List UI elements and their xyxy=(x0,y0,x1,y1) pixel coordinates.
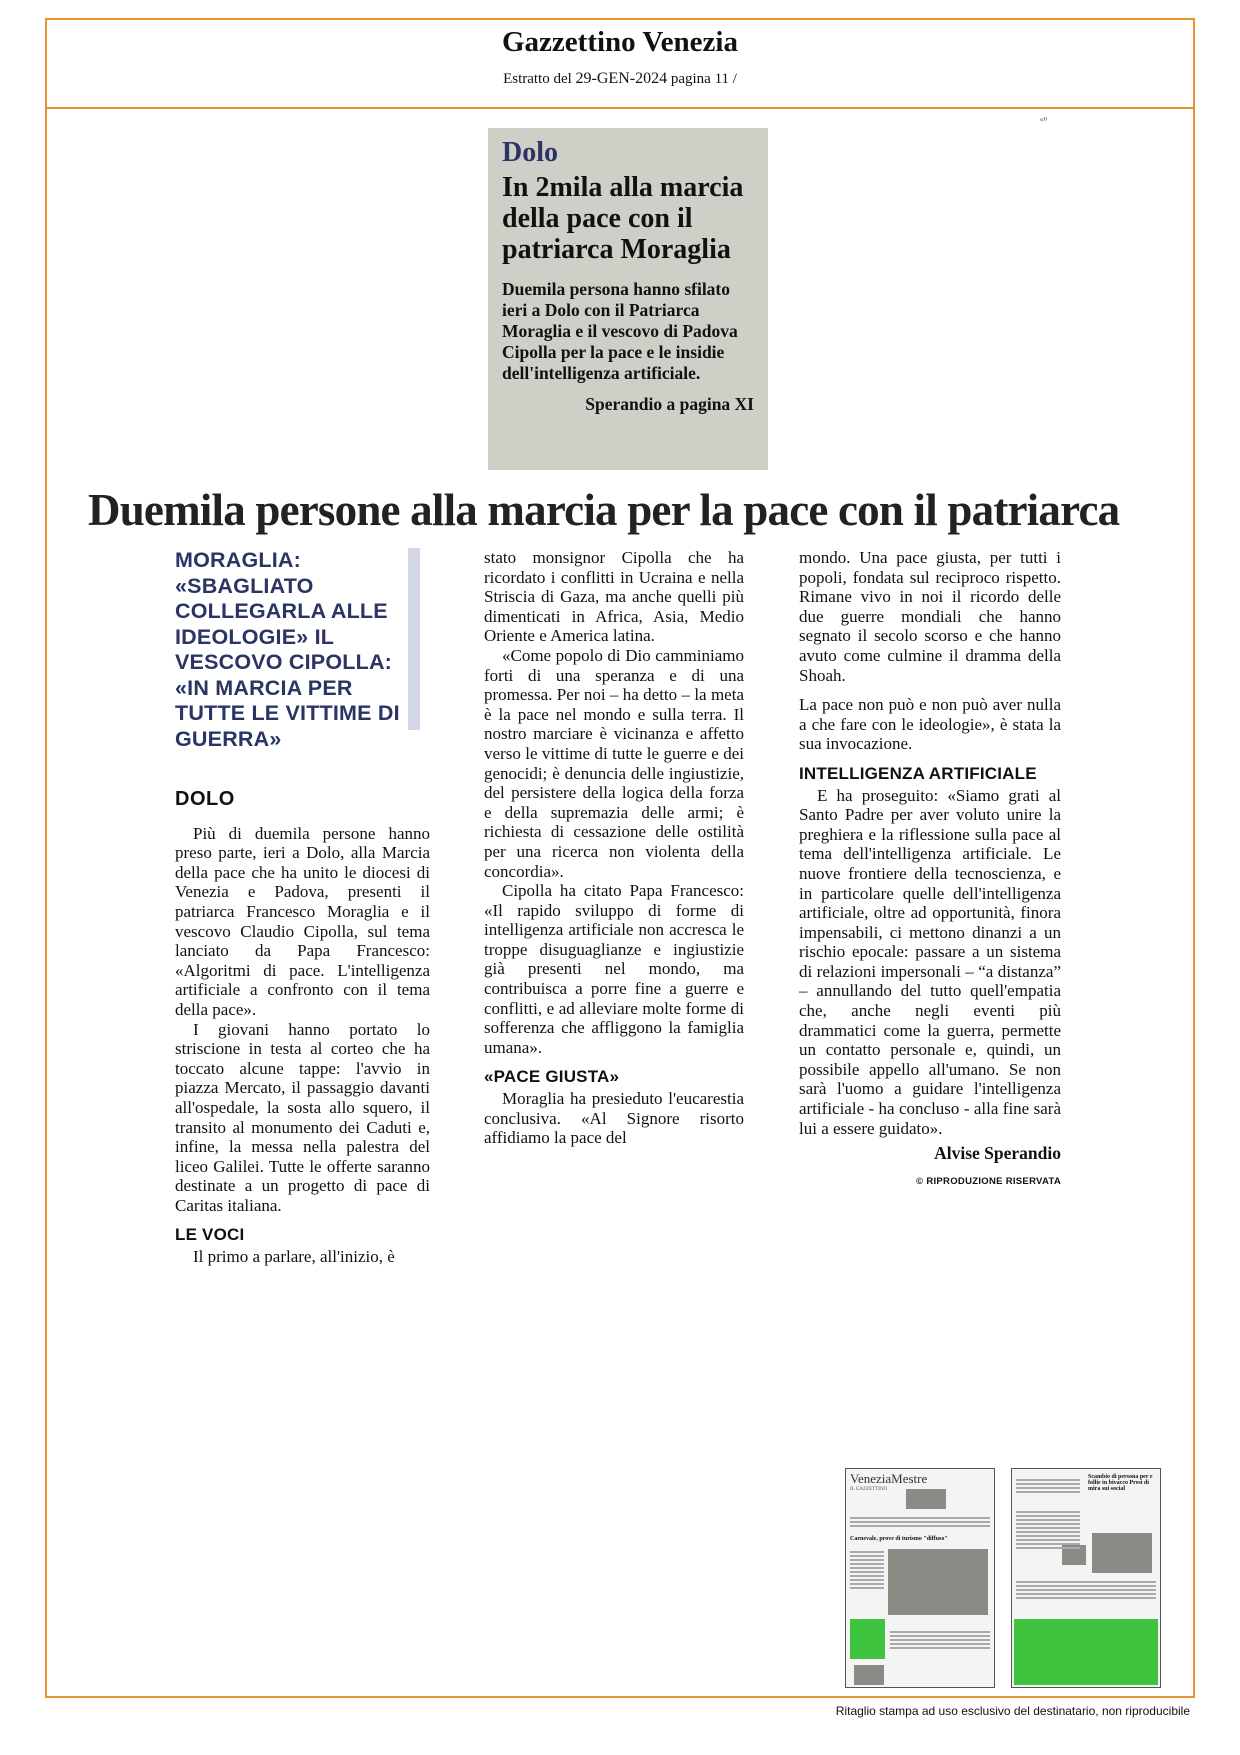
extract-info xyxy=(47,70,1193,88)
extract-date: 29-GEN-2024 xyxy=(575,70,668,87)
article-column-3 xyxy=(799,548,1061,1191)
article-headline: Duemila persone alla marcia per la pace con il patriarca xyxy=(88,485,1120,535)
thumbnail-text-lines xyxy=(850,1549,884,1591)
teaser-summary: Duemila persona hanno sfilato ieri a Dolo con il Patriarca Moraglia e il vescovo di Padova Cipolla per la pace e le insidie dell'intelligenza artificiale. xyxy=(502,279,738,383)
masthead xyxy=(47,20,1193,109)
usage-disclaimer: Ritaglio stampa ad uso esclusivo del destinatario, non riproducibile xyxy=(835,1704,1190,1718)
thumbnail-text-lines xyxy=(890,1629,990,1651)
thumbnail-highlight xyxy=(850,1619,885,1659)
paragraph: Moraglia ha presieduto l'eucarestia conclusiva. «Al Signore risorto affidiamo la pace del xyxy=(484,1089,744,1148)
thumbnail-text-lines xyxy=(1016,1477,1080,1495)
article-column-2 xyxy=(484,548,744,1148)
thumbnail-text-lines xyxy=(1016,1579,1156,1601)
teaser-reference: Sperandio a pagina XI xyxy=(585,394,754,414)
section-heading-voci: LE VOCI xyxy=(175,1225,245,1245)
paragraph: «Come popolo di Dio camminiamo forti di una speranza e di una promessa. Per noi – ha detto – la meta è la pace nel mondo e sulla terra. Il nostro marciare è vicinanza e affetto verso le vittime di tutte le guerre e dei genocidi; è denuncia delle ingiustizie, del persistere della logica della forza e della supremazia delle armi; è richiesta di cessazione delle ostilità per una ricerca non violenta della concordia». xyxy=(484,645,744,881)
thumbnail-title: Scambio di persona per e follie in bivacco Presi di mira sui social xyxy=(1088,1474,1153,1492)
teaser-title: In 2mila alla marcia della pace con il patriarca Moraglia xyxy=(502,172,744,265)
paragraph: stato monsignor Cipolla che ha ricordato i conflitti in Ucraina e nella Striscia di Gaza, ma anche quelli più dimenticati in Africa, Asia, Medio Oriente e America latina. xyxy=(484,548,744,646)
article-subhead: MORAGLIA: «SBAGLIATO COLLEGARLA ALLE IDEOLOGIE» IL VESCOVO CIPOLLA: «IN MARCIA PER TUTTE LE VITTIME DI GUERRA» xyxy=(175,548,400,751)
front-page-teaser xyxy=(488,128,768,470)
page-thumbnail-1 xyxy=(845,1468,995,1688)
thumbnail-photo xyxy=(906,1489,946,1509)
thumbnail-title: Carnevale, prove di turismo "diffuso" xyxy=(850,1536,948,1542)
page-label: pagina 11 / xyxy=(670,71,737,87)
thumbnail-subtitle: IL GAZZETTINO xyxy=(850,1487,888,1492)
thumbnail-highlight xyxy=(1014,1619,1158,1685)
article-column-1 xyxy=(175,790,430,1267)
thumbnail-photo xyxy=(854,1665,884,1685)
thumbnail-photo xyxy=(888,1549,988,1615)
page-thumbnail-2 xyxy=(1011,1468,1161,1688)
dateline-city: DOLO xyxy=(175,788,235,810)
paragraph: I giovani hanno portato lo striscione in testa al corteo che ha toccato alcune tappe: l'avvio in piazza Mercato, il passaggio davanti all'ospedale, la sosta allo squero, il transito al monumento dei Caduti e, infine, la messa nella palestra del liceo Galilei. Tutte le offerte saranno destinate a un progetto di pace di Caritas italiana. xyxy=(175,1019,430,1215)
publication-title: Gazzettino Venezia xyxy=(502,26,738,58)
paragraph: mondo. Una pace giusta, per tutti i popoli, fondata sul reciproco rispetto. Rimane vivo in noi il ricordo delle due guerre mondiali che hanno segnato il secolo scorso e che hanno avuto come culmine il dramma della Shoah. xyxy=(799,548,1061,685)
paragraph: La pace non può e non può aver nulla a che fare con le ideologie», è stata la sua invocazione. xyxy=(799,695,1061,754)
author-signature: Alvise Sperandio xyxy=(934,1143,1061,1164)
thumbnail-text-lines xyxy=(1016,1509,1080,1551)
paragraph: E ha proseguito: «Siamo grati al Santo Padre per aver voluto unire la preghiera e la riflessione sulla pace al tema dell'intelligenza artificiale. Le nuove frontiere della tecnoscienza, e in particolare quelle dell'intelligenza artificiale, oltre ad opportunità, finora impensabili, ci mettono dinanzi a un rischio epocale: passare a un sistema di relazioni impersonali – “a distanza” – annullando del tutto quell'empatia che, anche negli eventi più drammatici come la guerra, permette un contatto personale e, quindi, un possibile appello all'umano. Se non sarà l'uomo a guidare l'intelligenza artificiale - ha concluso - alla fine sarà lui a essere guidato». xyxy=(799,785,1061,1138)
paragraph: Più di duemila persone hanno preso parte, ieri a Dolo, alla Marcia della pace che ha unito le diocesi di Venezia e Padova, presenti il patriarca Francesco Moraglia e il vescovo Claudio Cipolla, sul tema lanciato da Papa Francesco: «Algoritmi di pace. L'intelligenza artificiale a confronto con il tema della pace». xyxy=(175,823,430,1019)
teaser-kicker: Dolo xyxy=(502,137,558,168)
copyright-notice: © RIPRODUZIONE RISERVATA xyxy=(916,1175,1061,1187)
corner-mark: ˢᶜ⁰ xyxy=(1040,116,1047,125)
thumbnail-masthead: VeneziaMestre xyxy=(850,1471,928,1486)
extract-prefix: Estratto del xyxy=(503,71,572,87)
thumbnail-text-lines xyxy=(850,1515,990,1529)
paragraph: Cipolla ha citato Papa Francesco: «Il rapido sviluppo di forme di intelligenza artificiale non accresca le troppe disuguaglianze e ingiustizie già presenti nel mondo, ma contribuisca a porre fine a guerre e conflitti, e ad alleviare molte forme di sofferenza che affliggono la famiglia umana». xyxy=(484,881,744,1057)
paragraph: Il primo a parlare, all'inizio, è xyxy=(193,1247,395,1267)
thumbnail-photo xyxy=(1092,1533,1152,1573)
section-heading-ia: INTELLIGENZA ARTIFICIALE xyxy=(799,763,1037,783)
section-heading-pace: «PACE GIUSTA» xyxy=(484,1067,620,1087)
